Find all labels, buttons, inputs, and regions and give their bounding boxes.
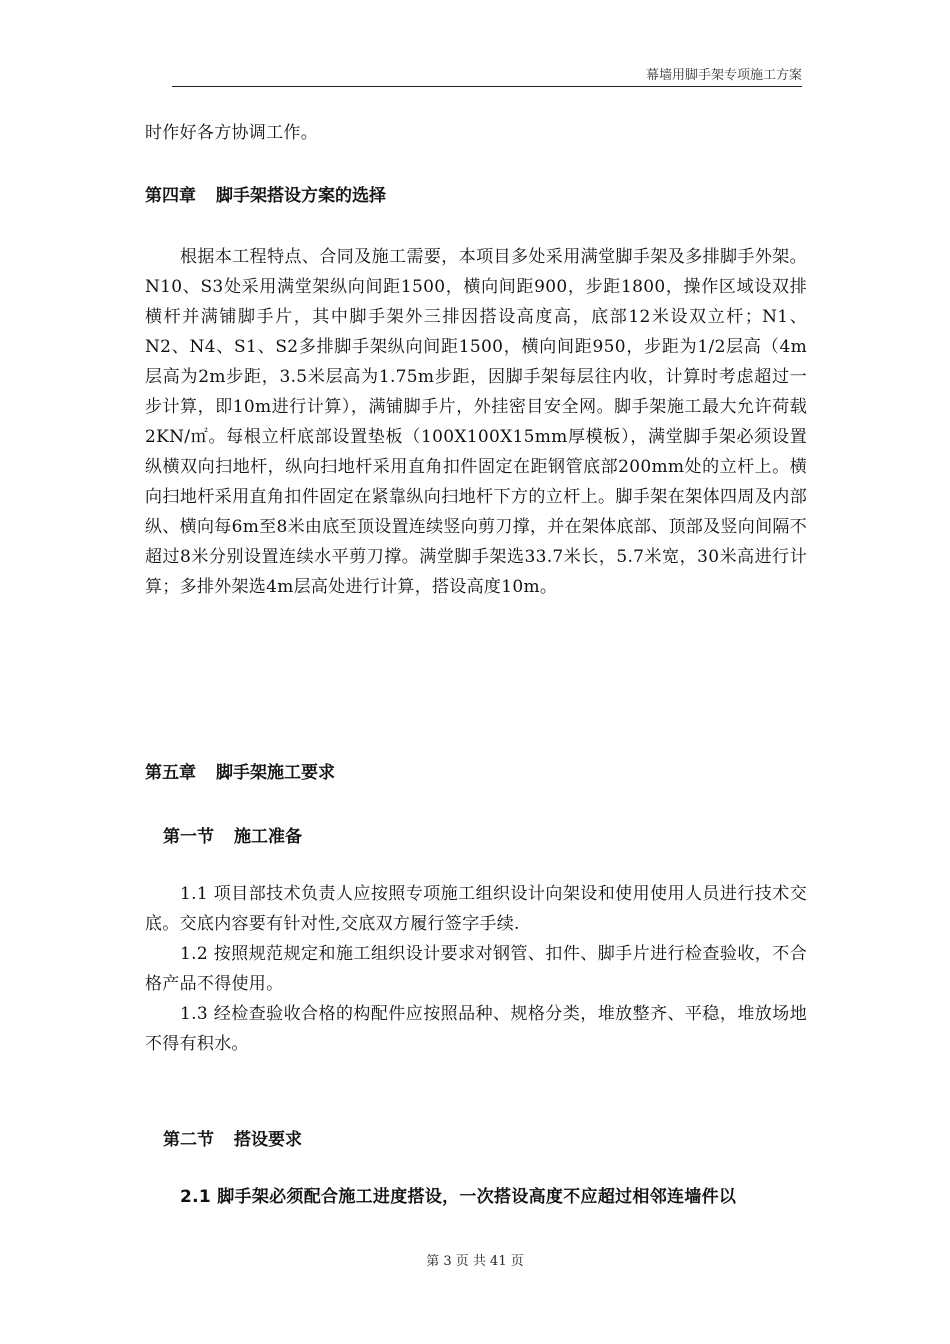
chapter-4-body [145,242,807,602]
chapter-4-heading [145,184,386,208]
section-1-title: 施工准备 [234,827,302,847]
chapter-4-title: 脚手架搭设方案的选择 [216,186,386,206]
chapter-4-number: 第四章 [145,186,196,206]
section-2-number: 第二节 [163,1130,214,1150]
item-1-2: 1.2 按照规范规定和施工组织设计要求对钢管、扣件、脚手片进行检查验收，不合格产品不得使用。 [145,944,807,994]
section-2-title: 搭设要求 [234,1130,302,1150]
section-1-body [145,879,807,1059]
section-2-heading [163,1128,302,1152]
item-1-1: 1.1 项目部技术负责人应按照专项施工组织设计向架设和使用使用人员进行技术交底。交底内容要有针对性,交底双方履行签字手续. [145,884,807,934]
chapter-4-paragraph: 根据本工程特点、合同及施工需要，本项目多处采用满堂脚手架及多排脚手外架。N10、S3处采用满堂架纵向间距1500，横向间距900，步距1800，操作区域设双排横杆并满铺脚手片，其中脚手架外三排因搭设高度高，底部12米设双立杆；N1、N2、N4、S1、S2多排脚手架纵向间距1500，横向间距950，步距为1/2层高（4m层高为2m步距，3.5米层高为1.75m步距，因脚手架每层往内收，计算时考虑超过一步计算，即10m进行计算），满铺脚手片，外挂密目安全网。脚手架施工最大允许荷载2KN/㎡。每根立杆底部设置垫板（100X100X15mm厚模板），满堂脚手架必须设置纵横双向扫地杆，纵向扫地杆采用直角扣件固定在距钢管底部200mm处的立杆上。横向扫地杆采用直角扣件固定在紧靠纵向扫地杆下方的立杆上。脚手架在架体四周及内部纵、横向每6m至8米由底至顶设置连续竖向剪刀撑，并在架体底部、顶部及竖向间隔不超过8米分别设置连续水平剪刀撑。满堂脚手架选33.7米长，5.7米宽，30米高进行计算；多排外架选4m层高处进行计算，搭设高度10m。 [145,247,807,597]
section-1-heading [163,825,302,849]
section-2-body [145,1182,807,1212]
chapter-5-title: 脚手架施工要求 [216,763,335,783]
item-2-1: 2.1 脚手架必须配合施工进度搭设，一次搭设高度不应超过相邻连墙件以 [180,1187,737,1207]
header-rule [172,86,802,87]
chapter-5-heading [145,761,335,785]
chapter-5-number: 第五章 [145,763,196,783]
continuation-text: 时作好各方协调工作。 [145,123,318,143]
item-1-3: 1.3 经检查验收合格的构配件应按照品种、规格分类，堆放整齐、平稳，堆放场地不得有积水。 [145,1004,807,1054]
section-1-number: 第一节 [163,827,214,847]
page-footer: 第 3 页 共 41 页 [426,1254,524,1269]
running-header: 幕墙用脚手架专项施工方案 [645,68,802,83]
